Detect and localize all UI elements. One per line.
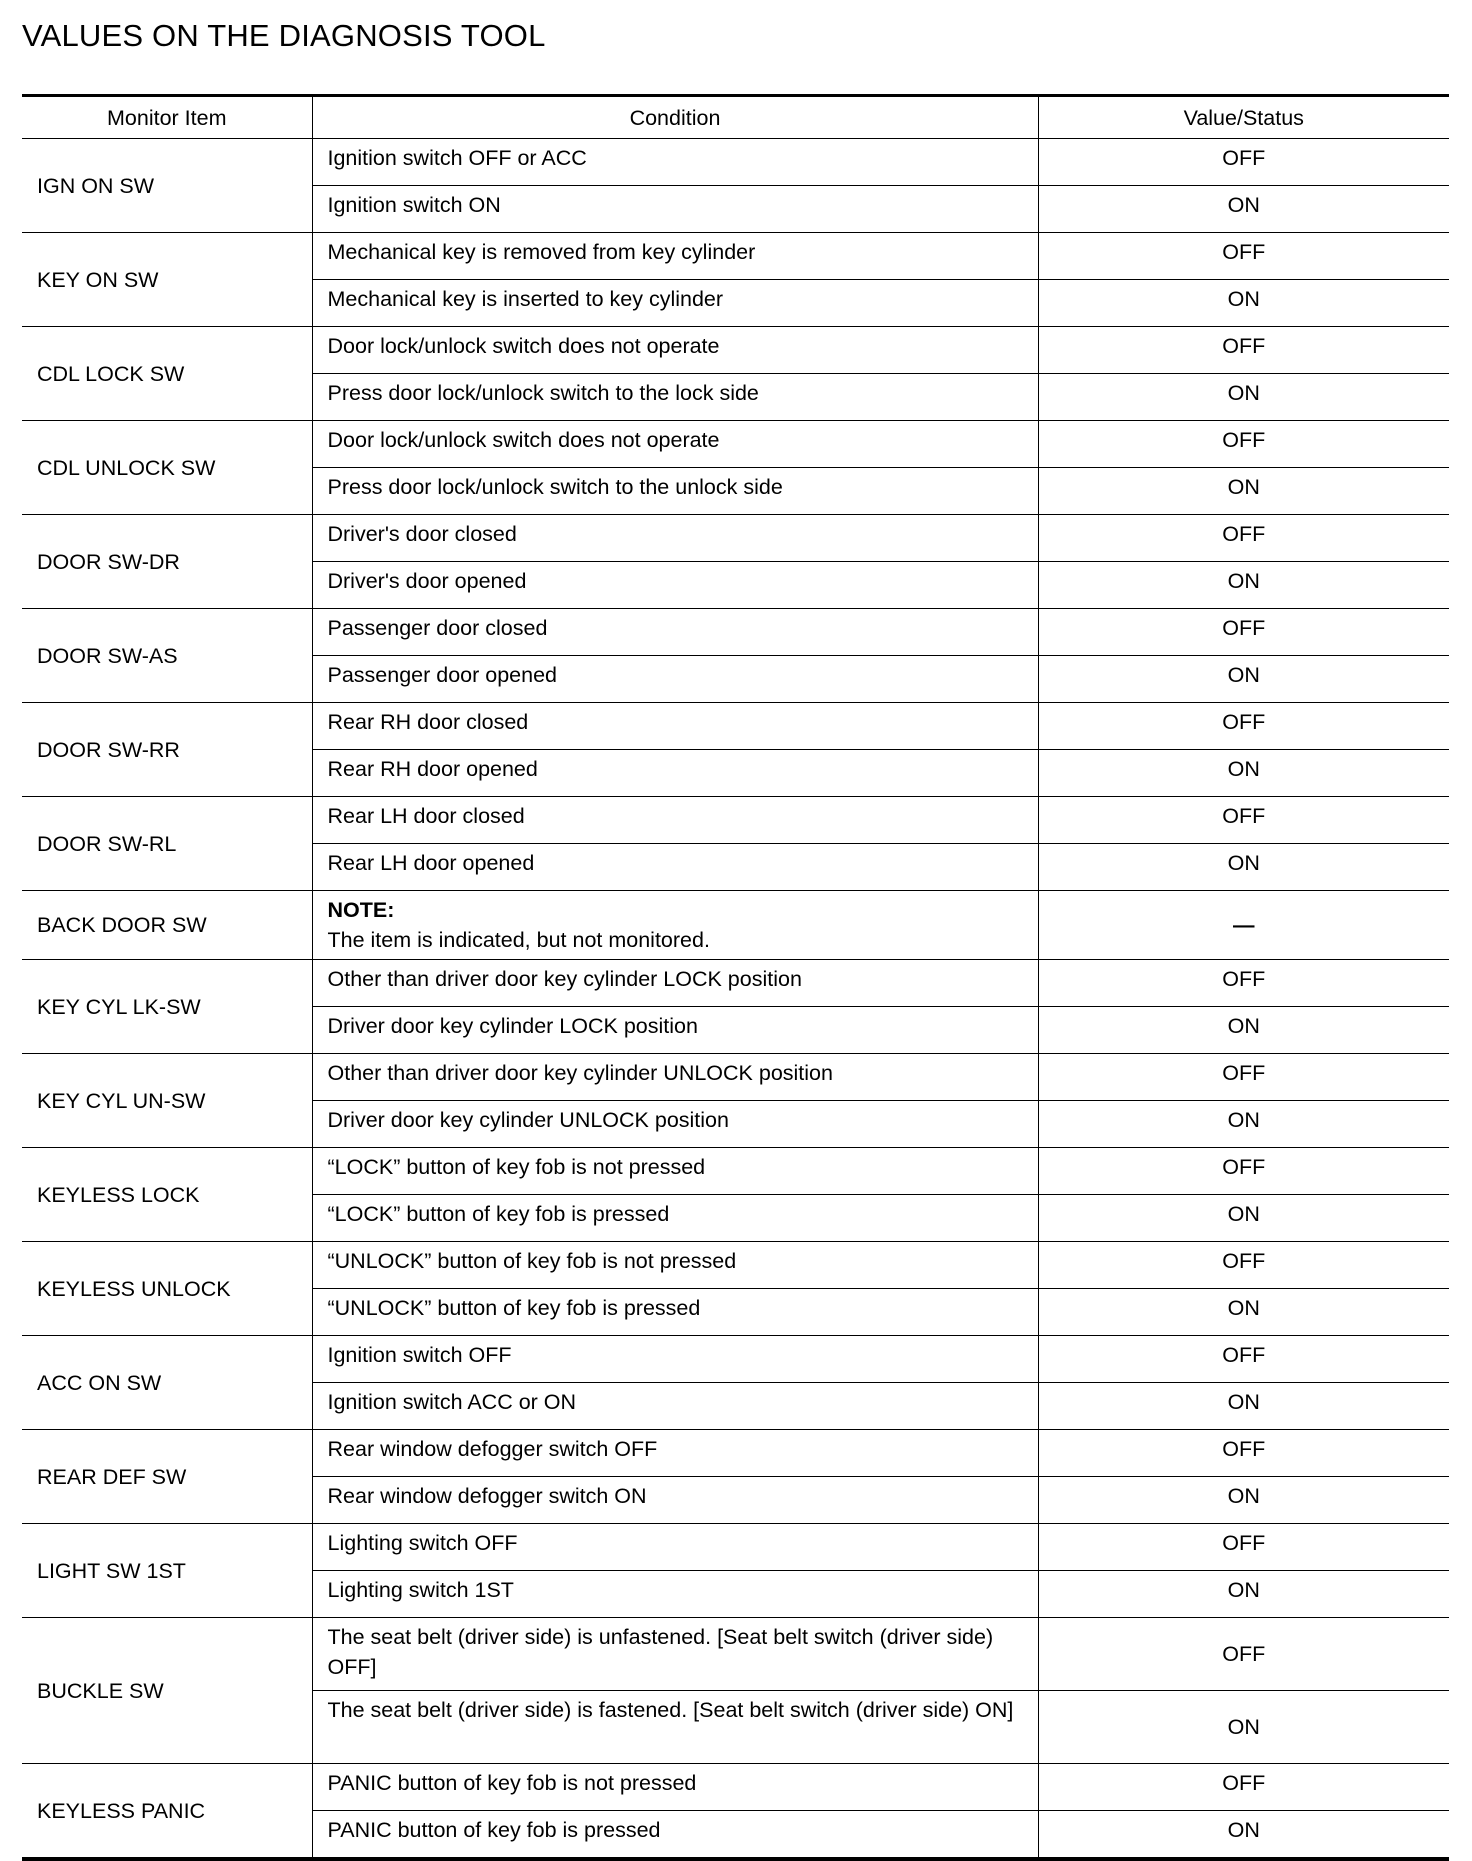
condition-cell: PANIC button of key fob is pressed xyxy=(312,1811,1038,1860)
value-status-cell: OFF xyxy=(1038,327,1449,374)
monitor-item-cell: LIGHT SW 1ST xyxy=(22,1524,312,1618)
value-status-cell: OFF xyxy=(1038,515,1449,562)
value-status-cell: OFF xyxy=(1038,139,1449,186)
monitor-item-cell: ACC ON SW xyxy=(22,1336,312,1430)
value-status-cell: ON xyxy=(1038,1383,1449,1430)
value-status-cell: OFF xyxy=(1038,1054,1449,1101)
table-row xyxy=(22,797,1449,844)
condition-cell: Rear window defogger switch ON xyxy=(312,1477,1038,1524)
condition-cell: Passenger door closed xyxy=(312,609,1038,656)
table-row xyxy=(22,1242,1449,1289)
condition-cell: “LOCK” button of key fob is not pressed xyxy=(312,1148,1038,1195)
table-row xyxy=(22,327,1449,374)
table-row xyxy=(22,515,1449,562)
condition-cell: “LOCK” button of key fob is pressed xyxy=(312,1195,1038,1242)
condition-cell: “UNLOCK” button of key fob is not pressed xyxy=(312,1242,1038,1289)
monitor-item-cell: CDL LOCK SW xyxy=(22,327,312,421)
condition-cell: Other than driver door key cylinder LOCK position xyxy=(312,960,1038,1007)
value-status-cell: OFF xyxy=(1038,1430,1449,1477)
condition-cell: Driver door key cylinder UNLOCK position xyxy=(312,1101,1038,1148)
value-status-cell: OFF xyxy=(1038,1524,1449,1571)
header-condition: Condition xyxy=(312,96,1038,139)
condition-cell: Driver's door closed xyxy=(312,515,1038,562)
table-body xyxy=(22,139,1449,1860)
value-status-cell: ON xyxy=(1038,1477,1449,1524)
header-monitor-item: Monitor Item xyxy=(22,96,312,139)
condition-cell: Ignition switch ON xyxy=(312,186,1038,233)
table-row xyxy=(22,1524,1449,1571)
value-status-cell: OFF xyxy=(1038,1336,1449,1383)
page-title: VALUES ON THE DIAGNOSIS TOOL xyxy=(22,18,546,53)
monitor-item-cell: KEYLESS UNLOCK xyxy=(22,1242,312,1336)
condition-cell: Rear RH door closed xyxy=(312,703,1038,750)
condition-cell xyxy=(312,891,1038,960)
condition-cell: Mechanical key is inserted to key cylinder xyxy=(312,280,1038,327)
value-status-cell: — xyxy=(1038,891,1449,960)
value-status-cell: OFF xyxy=(1038,609,1449,656)
value-status-cell: ON xyxy=(1038,656,1449,703)
monitor-item-cell: DOOR SW-RR xyxy=(22,703,312,797)
condition-cell: Ignition switch OFF xyxy=(312,1336,1038,1383)
value-status-cell: ON xyxy=(1038,1571,1449,1618)
condition-cell: The seat belt (driver side) is unfastened. [Seat belt switch (driver side) OFF] xyxy=(312,1618,1038,1691)
table-row xyxy=(22,609,1449,656)
condition-cell: Ignition switch OFF or ACC xyxy=(312,139,1038,186)
monitor-item-cell: REAR DEF SW xyxy=(22,1430,312,1524)
condition-cell: Door lock/unlock switch does not operate xyxy=(312,327,1038,374)
condition-cell: Other than driver door key cylinder UNLOCK position xyxy=(312,1054,1038,1101)
table-row xyxy=(22,1148,1449,1195)
condition-cell: The seat belt (driver side) is fastened. [Seat belt switch (driver side) ON] xyxy=(312,1691,1038,1764)
value-status-cell: ON xyxy=(1038,186,1449,233)
table-header-row xyxy=(22,96,1449,139)
value-status-cell: ON xyxy=(1038,374,1449,421)
condition-cell: Press door lock/unlock switch to the lock side xyxy=(312,374,1038,421)
condition-cell: Rear LH door closed xyxy=(312,797,1038,844)
condition-cell: Ignition switch ACC or ON xyxy=(312,1383,1038,1430)
condition-cell: Driver's door opened xyxy=(312,562,1038,609)
monitor-item-cell: KEYLESS PANIC xyxy=(22,1764,312,1860)
table-row xyxy=(22,1054,1449,1101)
diagnosis-values-table xyxy=(22,94,1449,1861)
table-row xyxy=(22,1618,1449,1691)
value-status-cell: ON xyxy=(1038,750,1449,797)
value-status-cell: OFF xyxy=(1038,960,1449,1007)
monitor-item-cell: KEY ON SW xyxy=(22,233,312,327)
condition-cell: Rear LH door opened xyxy=(312,844,1038,891)
note-label: NOTE: xyxy=(327,898,395,922)
monitor-item-cell: DOOR SW-RL xyxy=(22,797,312,891)
value-status-cell: ON xyxy=(1038,1289,1449,1336)
table-row xyxy=(22,139,1449,186)
value-status-cell: OFF xyxy=(1038,703,1449,750)
table-row xyxy=(22,233,1449,280)
value-status-cell: ON xyxy=(1038,844,1449,891)
condition-cell: “UNLOCK” button of key fob is pressed xyxy=(312,1289,1038,1336)
note-text: The item is indicated, but not monitored. xyxy=(327,928,710,952)
monitor-item-cell: KEY CYL LK-SW xyxy=(22,960,312,1054)
table-row xyxy=(22,1336,1449,1383)
monitor-item-cell: DOOR SW-AS xyxy=(22,609,312,703)
value-status-cell: ON xyxy=(1038,562,1449,609)
value-status-cell: ON xyxy=(1038,280,1449,327)
value-status-cell: OFF xyxy=(1038,1242,1449,1289)
table-row xyxy=(22,421,1449,468)
value-status-cell: OFF xyxy=(1038,233,1449,280)
monitor-item-cell: KEYLESS LOCK xyxy=(22,1148,312,1242)
condition-cell: Driver door key cylinder LOCK position xyxy=(312,1007,1038,1054)
value-status-cell: ON xyxy=(1038,468,1449,515)
condition-cell: Rear RH door opened xyxy=(312,750,1038,797)
value-status-cell: ON xyxy=(1038,1007,1449,1054)
value-status-cell: OFF xyxy=(1038,797,1449,844)
value-status-cell: ON xyxy=(1038,1691,1449,1764)
header-value-status: Value/Status xyxy=(1038,96,1449,139)
table-row xyxy=(22,703,1449,750)
table-row xyxy=(22,891,1449,960)
condition-cell: Press door lock/unlock switch to the unlock side xyxy=(312,468,1038,515)
monitor-item-cell: DOOR SW-DR xyxy=(22,515,312,609)
table-row xyxy=(22,960,1449,1007)
monitor-item-cell: BACK DOOR SW xyxy=(22,891,312,960)
value-status-cell: ON xyxy=(1038,1195,1449,1242)
value-status-cell: OFF xyxy=(1038,1764,1449,1811)
value-status-cell: ON xyxy=(1038,1811,1449,1860)
value-status-cell: OFF xyxy=(1038,1148,1449,1195)
monitor-item-cell: IGN ON SW xyxy=(22,139,312,233)
condition-cell: Passenger door opened xyxy=(312,656,1038,703)
value-status-cell: OFF xyxy=(1038,1618,1449,1691)
monitor-item-cell: KEY CYL UN-SW xyxy=(22,1054,312,1148)
monitor-item-cell: BUCKLE SW xyxy=(22,1618,312,1764)
condition-cell: Mechanical key is removed from key cylinder xyxy=(312,233,1038,280)
condition-cell: Lighting switch 1ST xyxy=(312,1571,1038,1618)
monitor-item-cell: CDL UNLOCK SW xyxy=(22,421,312,515)
value-status-cell: ON xyxy=(1038,1101,1449,1148)
value-status-cell: OFF xyxy=(1038,421,1449,468)
condition-cell: PANIC button of key fob is not pressed xyxy=(312,1764,1038,1811)
condition-cell: Lighting switch OFF xyxy=(312,1524,1038,1571)
condition-cell: Rear window defogger switch OFF xyxy=(312,1430,1038,1477)
table-row xyxy=(22,1430,1449,1477)
table-row xyxy=(22,1764,1449,1811)
condition-cell: Door lock/unlock switch does not operate xyxy=(312,421,1038,468)
